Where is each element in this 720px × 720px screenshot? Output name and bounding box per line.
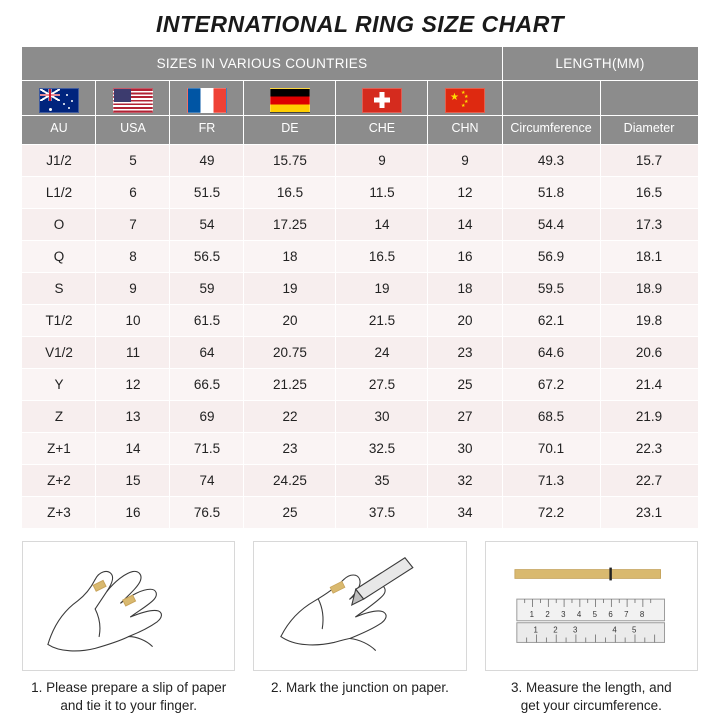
svg-text:5: 5 (631, 625, 637, 635)
hand-with-paper-strip-icon (23, 542, 234, 670)
cell-au: Z+2 (22, 465, 96, 497)
cell-fr: 56.5 (170, 241, 244, 273)
cell-circumference: 56.9 (502, 241, 600, 273)
svg-text:4: 4 (611, 625, 617, 635)
cell-usa: 8 (96, 241, 170, 273)
cell-chn: 20 (428, 305, 502, 337)
col-header-chn: CHN (428, 116, 502, 145)
cell-diameter: 21.9 (600, 401, 698, 433)
cell-fr: 59 (170, 273, 244, 305)
header-group-countries: SIZES IN VARIOUS COUNTRIES (22, 47, 502, 81)
cell-fr: 76.5 (170, 497, 244, 529)
step-1-line-2: and tie it to your finger. (60, 698, 197, 713)
cell-circumference: 72.2 (502, 497, 600, 529)
col-header-diameter: Diameter (600, 116, 698, 145)
table-row (22, 497, 698, 529)
cell-diameter: 22.3 (600, 433, 698, 465)
header-group-row (22, 47, 698, 81)
flag-cell-diameter (600, 81, 698, 116)
cell-circumference: 70.1 (502, 433, 600, 465)
cell-fr: 74 (170, 465, 244, 497)
header-flag-row (22, 81, 698, 116)
step-1-line-1: 1. Please prepare a slip of paper (31, 680, 227, 695)
cell-au: Z (22, 401, 96, 433)
cell-circumference: 59.5 (502, 273, 600, 305)
cell-chn: 27 (428, 401, 502, 433)
flag-australia-icon (39, 88, 79, 113)
table-row (22, 241, 698, 273)
cell-fr: 64 (170, 337, 244, 369)
svg-text:6: 6 (608, 609, 613, 619)
cell-de: 25 (244, 497, 336, 529)
header-group-length: LENGTH(MM) (502, 47, 698, 81)
cell-circumference: 62.1 (502, 305, 600, 337)
step-2-line-1: 2. Mark the junction on paper. (271, 680, 449, 695)
cell-chn: 12 (428, 177, 502, 209)
cell-au: Z+1 (22, 433, 96, 465)
cell-au: L1/2 (22, 177, 96, 209)
cell-de: 15.75 (244, 145, 336, 177)
svg-text:1: 1 (529, 609, 534, 619)
col-header-au: AU (22, 116, 96, 145)
cell-circumference: 49.3 (502, 145, 600, 177)
cell-chn: 16 (428, 241, 502, 273)
flag-cell-usa (96, 81, 170, 116)
cell-usa: 6 (96, 177, 170, 209)
cell-chn: 14 (428, 209, 502, 241)
cell-au: T1/2 (22, 305, 96, 337)
cell-au: J1/2 (22, 145, 96, 177)
cell-diameter: 22.7 (600, 465, 698, 497)
page-title: INTERNATIONAL RING SIZE CHART (155, 11, 565, 37)
svg-text:4: 4 (576, 609, 581, 619)
cell-che: 35 (336, 465, 428, 497)
step-3-line-1: 3. Measure the length, and (511, 680, 672, 695)
cell-chn: 9 (428, 145, 502, 177)
cell-usa: 12 (96, 369, 170, 401)
col-header-de: DE (244, 116, 336, 145)
flag-france-icon (187, 88, 227, 113)
cell-circumference: 51.8 (502, 177, 600, 209)
table-body (22, 145, 698, 529)
cell-fr: 69 (170, 401, 244, 433)
table-header (22, 47, 698, 145)
cell-che: 30 (336, 401, 428, 433)
cell-circumference: 67.2 (502, 369, 600, 401)
svg-text:2: 2 (552, 625, 558, 635)
col-header-fr: FR (170, 116, 244, 145)
flag-switzerland-icon (362, 88, 402, 113)
cell-che: 24 (336, 337, 428, 369)
cell-de: 20.75 (244, 337, 336, 369)
cell-de: 23 (244, 433, 336, 465)
cell-usa: 11 (96, 337, 170, 369)
cell-chn: 25 (428, 369, 502, 401)
cell-chn: 34 (428, 497, 502, 529)
step-3-illustration (485, 541, 698, 671)
cell-fr: 54 (170, 209, 244, 241)
step-2 (253, 541, 466, 715)
svg-text:5: 5 (592, 609, 597, 619)
cell-che: 19 (336, 273, 428, 305)
col-header-circumference: Circumference (502, 116, 600, 145)
cell-chn: 23 (428, 337, 502, 369)
cell-che: 37.5 (336, 497, 428, 529)
cell-diameter: 15.7 (600, 145, 698, 177)
cell-chn: 30 (428, 433, 502, 465)
table-row (22, 305, 698, 337)
svg-text:7: 7 (623, 609, 629, 619)
step-2-illustration (253, 541, 466, 671)
cell-circumference: 71.3 (502, 465, 600, 497)
cell-diameter: 21.4 (600, 369, 698, 401)
cell-de: 18 (244, 241, 336, 273)
cell-de: 16.5 (244, 177, 336, 209)
cell-diameter: 16.5 (600, 177, 698, 209)
cell-usa: 5 (96, 145, 170, 177)
cell-au: Y (22, 369, 96, 401)
cell-de: 22 (244, 401, 336, 433)
cell-au: Z+3 (22, 497, 96, 529)
table-row (22, 337, 698, 369)
cell-au: Q (22, 241, 96, 273)
cell-fr: 66.5 (170, 369, 244, 401)
col-header-usa: USA (96, 116, 170, 145)
cell-diameter: 17.3 (600, 209, 698, 241)
flag-cell-fr (170, 81, 244, 116)
instruction-steps (22, 541, 698, 715)
cell-usa: 13 (96, 401, 170, 433)
cell-de: 24.25 (244, 465, 336, 497)
table-row (22, 273, 698, 305)
cell-diameter: 19.8 (600, 305, 698, 337)
cell-usa: 9 (96, 273, 170, 305)
table-row (22, 433, 698, 465)
flag-cell-au (22, 81, 96, 116)
flag-germany-icon (270, 88, 310, 113)
svg-text:3: 3 (560, 609, 566, 619)
cell-au: V1/2 (22, 337, 96, 369)
cell-de: 19 (244, 273, 336, 305)
flag-cell-che (336, 81, 428, 116)
cell-de: 20 (244, 305, 336, 337)
cell-usa: 15 (96, 465, 170, 497)
step-1-illustration (22, 541, 235, 671)
cell-fr: 71.5 (170, 433, 244, 465)
cell-usa: 10 (96, 305, 170, 337)
table-row (22, 465, 698, 497)
ruler-measuring-paper-strip-icon (486, 542, 697, 670)
svg-text:1: 1 (533, 625, 538, 635)
ring-size-table (21, 46, 698, 529)
cell-usa: 14 (96, 433, 170, 465)
cell-circumference: 54.4 (502, 209, 600, 241)
cell-usa: 7 (96, 209, 170, 241)
cell-de: 21.25 (244, 369, 336, 401)
flag-china-icon: ★ ★ ★ ★ ★ (445, 88, 485, 113)
cell-chn: 18 (428, 273, 502, 305)
cell-diameter: 20.6 (600, 337, 698, 369)
cell-diameter: 18.1 (600, 241, 698, 273)
hand-marking-paper-with-pen-icon (254, 542, 465, 670)
table-row (22, 209, 698, 241)
svg-text:8: 8 (639, 609, 644, 619)
cell-che: 9 (336, 145, 428, 177)
flag-cell-chn (428, 81, 502, 116)
cell-fr: 49 (170, 145, 244, 177)
cell-che: 16.5 (336, 241, 428, 273)
cell-au: O (22, 209, 96, 241)
table-row (22, 401, 698, 433)
header-label-row (22, 116, 698, 145)
cell-circumference: 68.5 (502, 401, 600, 433)
cell-diameter: 18.9 (600, 273, 698, 305)
step-1 (22, 541, 235, 715)
cell-fr: 61.5 (170, 305, 244, 337)
step-2-caption (253, 671, 466, 697)
step-3-caption (485, 671, 698, 715)
cell-che: 32.5 (336, 433, 428, 465)
cell-chn: 32 (428, 465, 502, 497)
step-1-caption (22, 671, 235, 715)
cell-usa: 16 (96, 497, 170, 529)
cell-che: 14 (336, 209, 428, 241)
step-3 (485, 541, 698, 715)
table-row (22, 177, 698, 209)
cell-che: 21.5 (336, 305, 428, 337)
col-header-che: CHE (336, 116, 428, 145)
svg-text:3: 3 (572, 625, 577, 635)
flag-usa-icon (113, 88, 153, 113)
cell-circumference: 64.6 (502, 337, 600, 369)
svg-text:2: 2 (545, 609, 550, 619)
cell-fr: 51.5 (170, 177, 244, 209)
flag-cell-de (244, 81, 336, 116)
step-3-line-2: get your circumference. (520, 698, 662, 713)
cell-diameter: 23.1 (600, 497, 698, 529)
table-row (22, 145, 698, 177)
cell-de: 17.25 (244, 209, 336, 241)
cell-che: 27.5 (336, 369, 428, 401)
cell-au: S (22, 273, 96, 305)
table-row (22, 369, 698, 401)
flag-cell-circumference (502, 81, 600, 116)
cell-che: 11.5 (336, 177, 428, 209)
